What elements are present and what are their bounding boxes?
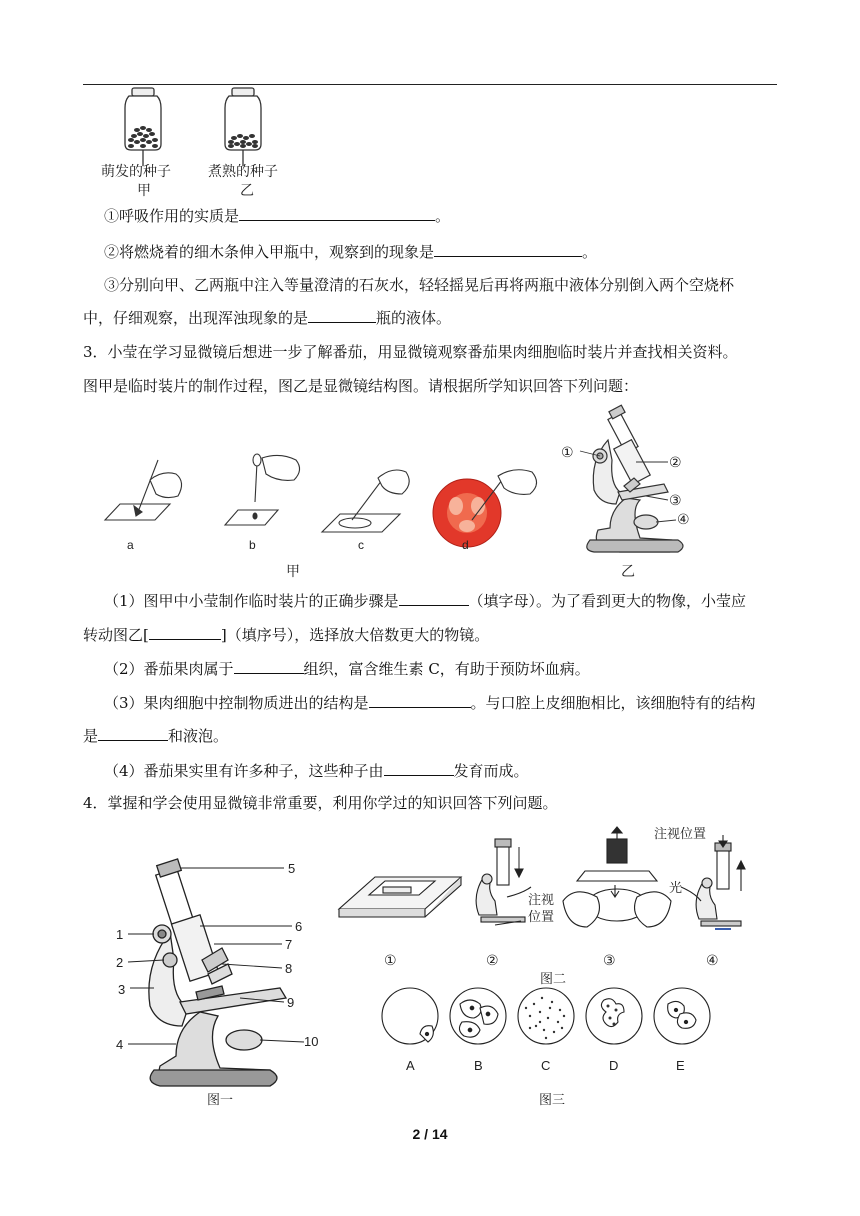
scope-label-3: ③ [669,492,682,508]
step-d-tomato [433,470,537,547]
fig2-step-4: ④ [706,952,719,968]
fig3-label-D: D [609,1058,619,1073]
microscope-yi [560,400,700,560]
q3-p3-line1: （3）果肉细胞中控制物质进出的结构是 。与口腔上皮细胞相比，该细胞特有的结构 [104,694,756,712]
fig2-pos-text: 位置 [528,909,555,924]
q2-item2: ②将燃烧着的细木条伸入甲瓶中，观察到的现象是 。 [104,243,598,261]
jar-figure [115,86,295,166]
fig3-views [380,984,720,1054]
q3-stem-line2: 图甲是临时装片的制作过程，图乙是显微镜结构图。请根据所学知识回答下列问题： [83,377,639,395]
scope-label-2: ② [669,454,682,470]
fig2-step2 [476,839,531,925]
fig2-step1 [339,877,461,917]
step-a-illustration [105,460,182,520]
fig1-num-7: 7 [285,937,293,952]
fig1-num-10: 10 [304,1034,319,1049]
fig3-label-E: E [676,1058,685,1073]
fig1-num-6: 6 [295,919,303,934]
fig1-num-1: 1 [116,927,124,942]
jar1-label: 萌发的种子 [101,163,171,179]
slide-making-figure [100,440,560,560]
view-A [382,988,438,1044]
fig2-step3 [563,827,671,927]
page-number: 2 / 14 [412,1126,448,1142]
answer-blank[interactable] [234,658,304,674]
fig-jia-label-a: a [127,538,134,552]
fig-jia-caption: 甲 [286,563,300,579]
fig1-num-9: 9 [287,995,295,1010]
answer-blank[interactable] [149,624,221,640]
q2-item1: ①呼吸作用的实质是 。 [104,207,451,225]
answer-blank[interactable] [384,760,454,776]
view-C [518,988,574,1044]
jar-boiled-seeds [225,88,261,166]
q3-p1-line1: （1）图甲中小莹制作临时装片的正确步骤是 （填字母）。为了看到更大的物像，小莹应 [104,592,747,610]
fig3-caption: 图三 [539,1092,566,1107]
fig-jia-label-c: c [358,538,364,552]
jar-germinating-seeds [125,88,161,166]
jar1-sub: 甲 [137,182,151,198]
fig1-num-8: 8 [285,961,293,976]
step-c-illustration [322,470,409,532]
fig2-light-text: 光 [669,880,683,895]
fig1-caption: 图一 [207,1092,234,1107]
step-b-illustration [225,454,300,525]
q2-item3: ③分别向甲、乙两瓶中注入等量澄清的石灰水，轻轻摇晃后再将两瓶中液体分别倒入两个空烧杯 [104,276,735,294]
q4-stem: 4．掌握和学会使用显微镜非常重要，利用你学过的知识回答下列问题。 [83,794,558,812]
fig-yi-caption: 乙 [621,563,635,579]
answer-blank[interactable] [98,725,168,741]
fig2-watch-text: 注视 [528,892,555,907]
scope-label-1: ① [561,444,574,460]
view-D [586,988,642,1044]
answer-blank[interactable] [239,205,435,221]
answer-blank[interactable] [399,590,469,606]
fig2-step-2: ② [486,952,499,968]
fig2-watchpos-text: 注视位置 [654,826,707,841]
view-E [654,988,710,1044]
fig-jia-label-d: d [462,538,469,552]
fig1-num-4: 4 [116,1037,124,1052]
q3-p3-line2: 是 和液泡。 [83,727,229,745]
view-B [450,988,506,1044]
fig3-label-C: C [541,1058,551,1073]
answer-blank[interactable] [369,692,471,708]
scope-label-4: ④ [677,511,690,527]
fig1-num-3: 3 [118,982,126,997]
q3-stem-line1: 3．小莹在学习显微镜后想进一步了解番茄，用显微镜观察番茄果肉细胞临时装片并查找相关资料。 [83,343,738,361]
header-rule [83,84,777,85]
fig1-num-2: 2 [116,955,124,970]
fig2-step-1: ① [384,952,397,968]
fig3-label-B: B [474,1058,483,1073]
fig3-label-A: A [406,1058,415,1073]
microscope-fig1 [110,856,330,1086]
fig2-step4 [681,835,745,929]
q3-p4: （4）番茄果实里有许多种子，这些种子由 发育而成。 [104,762,529,780]
q2-item3-cont: 中，仔细观察，出现浑浊现象的是 瓶的液体。 [83,309,452,327]
fig2-step-3: ③ [603,952,616,968]
q3-p2: （2）番茄果肉属于 组织，富含维生素 C，有助于预防坏血病。 [104,660,590,678]
jar2-label: 煮熟的种子 [208,163,278,179]
fig-jia-label-b: b [249,538,256,552]
jar2-sub: 乙 [240,182,254,198]
q3-p1-line2: 转动图乙[ ]（填序号），选择放大倍数更大的物镜。 [83,626,490,644]
answer-blank[interactable] [434,241,582,257]
fig2-caption: 图二 [540,971,567,986]
fig1-num-5: 5 [288,861,296,876]
answer-blank[interactable] [308,307,376,323]
